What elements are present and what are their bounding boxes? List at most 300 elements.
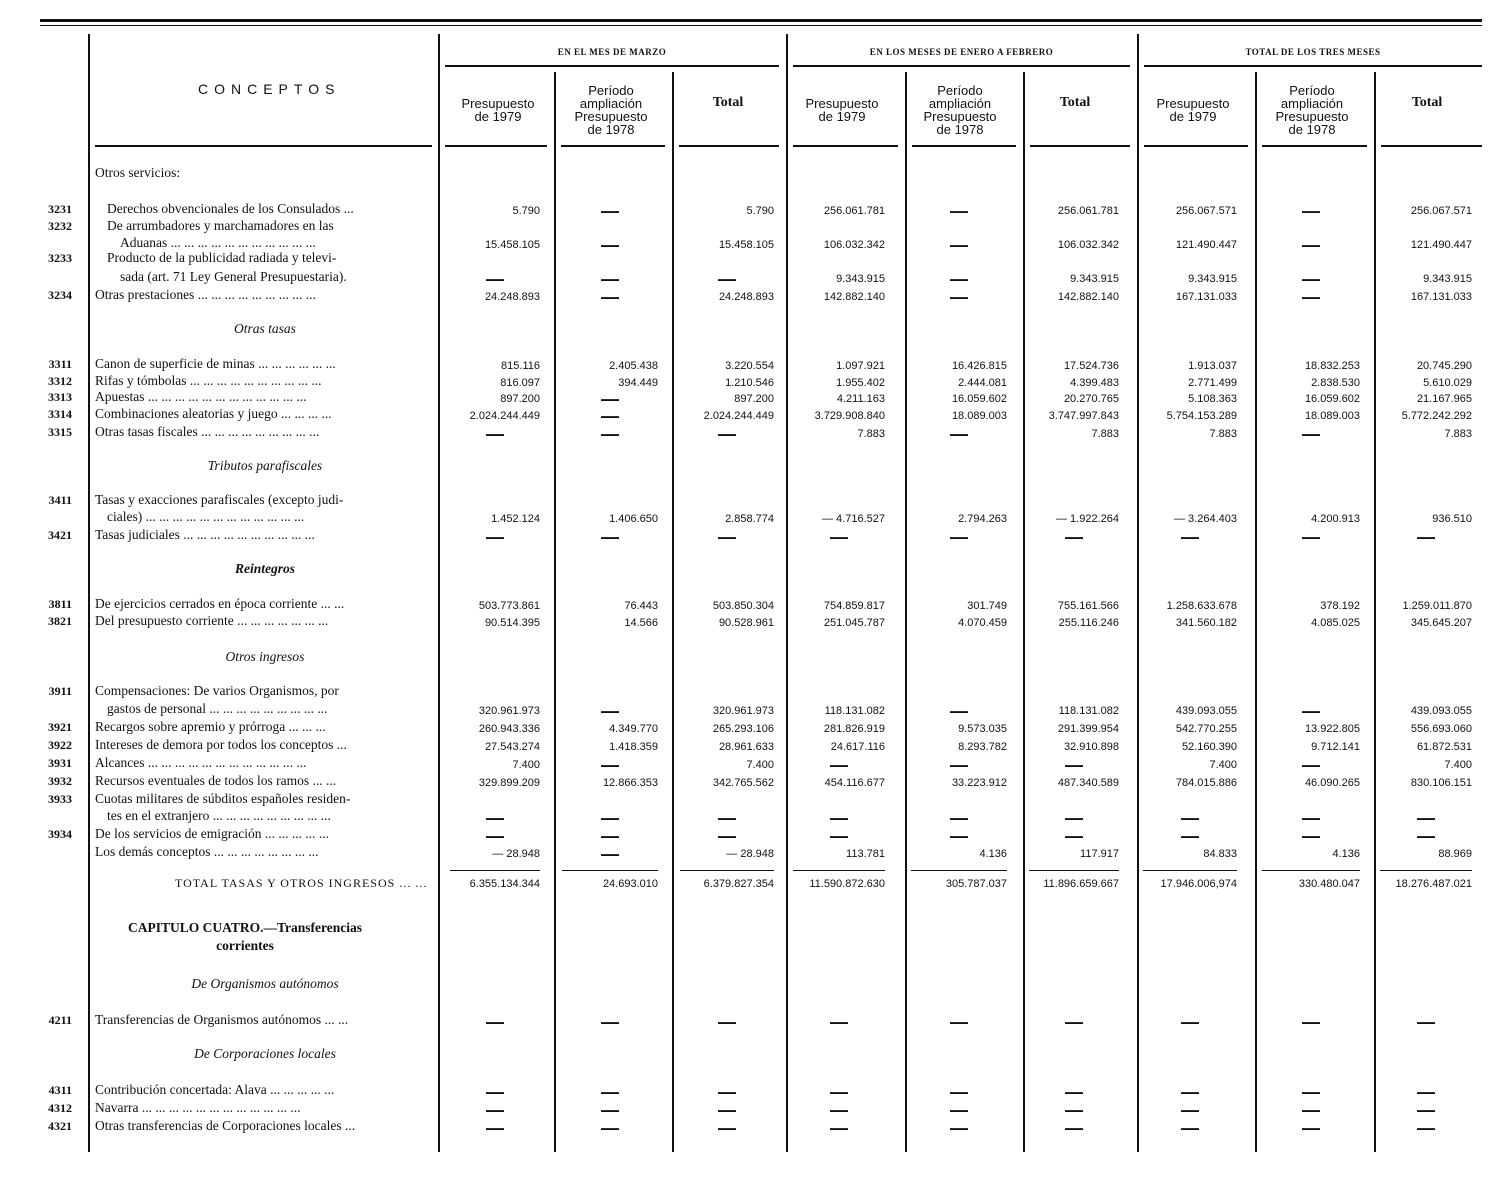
cell-dash: — [1302, 235, 1320, 255]
cell-value: 20.745.290 [1416, 360, 1472, 372]
sum-rule [680, 870, 774, 871]
concept-label: Otras tasas fiscales ... ... ... ... ... ... ... ... ... [95, 424, 320, 439]
cell-value: 251.045.787 [823, 617, 885, 629]
cell-dash: — [601, 235, 619, 255]
cell-value: 4.399.483 [1070, 377, 1119, 389]
cell-dash: — [1302, 755, 1320, 775]
cell-dash: — [601, 844, 619, 864]
concept-code: 3911 [48, 684, 72, 698]
concept-label: De ejercicios cerrados en época corriente ... ... [95, 596, 345, 611]
total-value: 11.590.872.630 [809, 878, 885, 890]
col-header-line: Período [1289, 83, 1335, 98]
total-value: 17.946.006,974 [1160, 878, 1237, 890]
header-rule [445, 145, 547, 147]
cell-value: 784.015.886 [1175, 777, 1237, 789]
col-header-line: Presupuesto [1156, 96, 1230, 111]
cell-value: 439.093.055 [1175, 705, 1237, 717]
concept-code: 3231 [48, 202, 72, 216]
col-header-line: de 1979 [474, 109, 522, 124]
cell-dash: — [950, 1118, 968, 1138]
sum-rule [1380, 870, 1472, 871]
cell-dash: — [1065, 1118, 1083, 1138]
group-header-jan-feb: EN LOS MESES DE ENERO A FEBRERO [869, 47, 1054, 57]
cell-value: 21.167.965 [1416, 393, 1472, 405]
concept-label: ciales) ... ... ... ... ... ... ... ... ... ... ... ... [107, 509, 305, 524]
col-header-total: Total [1059, 95, 1091, 110]
cell-value: 142.882.140 [823, 291, 885, 303]
cell-value: 4.136 [1332, 848, 1360, 860]
cell-value: 15.458.105 [484, 239, 540, 251]
section-heading: Tributos parafiscales [207, 458, 323, 473]
cell-value: 121.490.447 [1175, 239, 1237, 251]
concept-code: 3312 [48, 374, 72, 388]
cell-value: 3.747.997.843 [1048, 410, 1119, 422]
cell-value: 2.444.081 [958, 377, 1007, 389]
cell-value: 7.883 [1209, 428, 1237, 440]
cell-dash: — [1065, 527, 1083, 547]
header-rule [1381, 145, 1482, 147]
section-heading: Otros ingresos [225, 649, 305, 664]
cell-dash: — [1417, 1012, 1435, 1032]
cell-value: 4.085.025 [1311, 617, 1360, 629]
cell-value: — 1.922.264 [1056, 513, 1119, 525]
cell-dash: — [601, 269, 619, 289]
cell-dash: — [486, 527, 504, 547]
sum-rule [1143, 870, 1237, 871]
cell-value: 320.961.973 [478, 705, 540, 717]
cell-value: 897.200 [500, 393, 540, 405]
cell-value: 7.883 [1091, 428, 1119, 440]
cell-dash: — [601, 826, 619, 846]
cell-dash: — [1181, 808, 1199, 828]
col-header-line: Presupuesto [923, 109, 997, 124]
cell-value: 2.024.244.449 [469, 410, 540, 422]
cell-value: — 28.948 [492, 848, 540, 860]
cell-value: 378.192 [1320, 600, 1360, 612]
cell-dash: — [1181, 1012, 1199, 1032]
cell-value: 897.200 [734, 393, 774, 405]
cell-value: 9.573.035 [958, 723, 1007, 735]
cell-dash: — [601, 1118, 619, 1138]
cell-value: 329.899.209 [478, 777, 540, 789]
cell-dash: — [718, 1100, 736, 1120]
total-value: 330.480.047 [1298, 878, 1360, 890]
cell-value: 90.514.395 [484, 617, 540, 629]
cell-value: 7.400 [512, 759, 540, 771]
concept-label: Aduanas ... ... ... ... ... ... ... ... ... ... ... [120, 235, 316, 250]
concept-code: 3233 [48, 251, 72, 265]
cell-value: 256.061.781 [823, 205, 885, 217]
col-header-line: de 1979 [818, 109, 866, 124]
cell-dash: — [830, 1082, 848, 1102]
col-header-ampliacion [1262, 84, 1362, 136]
cell-dash: — [1181, 1082, 1199, 1102]
section-heading: Reintegros [234, 561, 295, 576]
cell-dash: — [1417, 1118, 1435, 1138]
header-rule [1144, 145, 1248, 147]
cell-dash: — [486, 826, 504, 846]
concept-code: 4311 [48, 1083, 72, 1097]
concept-code: 3821 [48, 614, 72, 628]
cell-dash: — [1302, 1100, 1320, 1120]
cell-value: 7.400 [746, 759, 774, 771]
cell-value: 5.108.363 [1188, 393, 1237, 405]
cell-value: 265.293.106 [712, 723, 774, 735]
cell-value: 1.258.633.678 [1166, 600, 1237, 612]
cell-dash: — [1302, 424, 1320, 444]
cell-value: 1.406.650 [609, 513, 658, 525]
cell-dash: — [601, 1012, 619, 1032]
cell-dash: — [1302, 701, 1320, 721]
cell-dash: — [1302, 826, 1320, 846]
cell-dash: — [486, 808, 504, 828]
cell-dash: — [950, 287, 968, 307]
cell-dash: — [601, 1100, 619, 1120]
cell-value: 281.826.919 [823, 723, 885, 735]
cell-value: 256.067.571 [1410, 205, 1472, 217]
concept-code: 3411 [48, 493, 72, 507]
cell-value: 5.790 [512, 205, 540, 217]
chapter-heading: corrientes [216, 938, 274, 953]
cell-value: 1.097.921 [836, 360, 885, 372]
cell-value: 556.693.060 [1410, 723, 1472, 735]
total-value: 305.787.037 [945, 878, 1007, 890]
cell-dash: — [830, 1100, 848, 1120]
concept-label: Otras prestaciones ... ... ... ... ... ... ... ... ... [95, 287, 316, 302]
cell-value: 13.922.805 [1304, 723, 1360, 735]
cell-dash: — [718, 826, 736, 846]
concept-code: 4321 [48, 1119, 72, 1133]
cell-dash: — [950, 424, 968, 444]
section-heading: Otras tasas [234, 321, 296, 336]
cell-value: 33.223.912 [951, 777, 1007, 789]
cell-dash: — [1065, 1082, 1083, 1102]
col-header-line: ampliación [928, 96, 992, 111]
cell-dash: — [1302, 201, 1320, 221]
section-heading: De Organismos autónomos [191, 976, 339, 991]
concept-code: 3313 [48, 390, 72, 404]
concept-label: Cuotas militares de súbditos españoles residen- [95, 791, 351, 806]
conceptos-header: CONCEPTOS [198, 81, 341, 97]
total-value: 6.379.827.354 [703, 878, 774, 890]
col-header-line: de 1979 [1169, 109, 1217, 124]
cell-value: 17.524.736 [1063, 360, 1119, 372]
cell-value: 4.200.913 [1311, 513, 1360, 525]
group1-underline [445, 65, 779, 67]
cell-dash: — [718, 1082, 736, 1102]
cell-dash: — [1065, 826, 1083, 846]
rule-c5 [905, 72, 907, 1152]
cell-value: 1.259.011.870 [1402, 600, 1472, 612]
col-header-line: de 1978 [1288, 122, 1336, 137]
cell-value: 342.765.562 [712, 777, 774, 789]
cell-value: 815.116 [501, 360, 540, 372]
cell-value: 167.131.033 [1410, 291, 1472, 303]
cell-dash: — [1302, 1118, 1320, 1138]
cell-value: 4.211.163 [836, 393, 885, 405]
concept-code: 3311 [48, 357, 72, 371]
cell-dash: — [718, 527, 736, 547]
cell-value: 542.770.255 [1175, 723, 1237, 735]
col-header-presupuesto-1979 [450, 97, 546, 123]
cell-dash: — [1181, 1100, 1199, 1120]
rule-c8 [1255, 72, 1257, 1152]
cell-dash: — [1065, 808, 1083, 828]
cell-value: 18.089.003 [951, 410, 1007, 422]
rule-group1 [786, 34, 788, 1152]
concept-label: tes en el extranjero ... ... ... ... ... ... ... ... ... [107, 808, 331, 823]
cell-value: 14.566 [624, 617, 658, 629]
cell-value: 167.131.033 [1175, 291, 1237, 303]
concept-label: Tasas y exacciones parafiscales (excepto judi- [95, 492, 344, 507]
cell-value: 52.160.390 [1181, 741, 1237, 753]
sum-rule [450, 870, 540, 871]
cell-dash: — [1417, 808, 1435, 828]
cell-value: 255.116.246 [1058, 617, 1119, 629]
concept-label: gastos de personal ... ... ... ... ... ... ... ... ... [107, 701, 328, 716]
cell-dash: — [950, 701, 968, 721]
cell-value: 20.270.765 [1063, 393, 1119, 405]
cell-dash: — [1302, 808, 1320, 828]
header-rule [912, 145, 1016, 147]
cell-dash: — [1181, 1118, 1199, 1138]
cell-value: 5.772.242.292 [1401, 410, 1472, 422]
cell-value: 9.343.915 [1188, 273, 1237, 285]
cell-dash: — [486, 1082, 504, 1102]
total-label: TOTAL TASAS Y OTROS INGRESOS ... ... [175, 876, 428, 890]
cell-dash: — [1181, 527, 1199, 547]
total-value: 11.896.659.667 [1043, 878, 1119, 890]
cell-dash: — [950, 527, 968, 547]
cell-value: 9.343.915 [1423, 273, 1472, 285]
col-header-total: Total [712, 95, 744, 110]
concept-code: 3315 [48, 425, 72, 439]
cell-dash: — [486, 424, 504, 444]
cell-dash: — [950, 1082, 968, 1102]
cell-dash: — [1181, 826, 1199, 846]
concept-label: Del presupuesto corriente ... ... ... ... ... ... ... [95, 613, 329, 628]
col-header-line: de 1978 [936, 122, 984, 137]
cell-value: 260.943.336 [478, 723, 540, 735]
cell-value: 7.400 [1444, 759, 1472, 771]
cell-value: 439.093.055 [1410, 705, 1472, 717]
header-rule [1030, 145, 1130, 147]
col-header-line: Presupuesto [461, 96, 535, 111]
concept-label: Otras transferencias de Corporaciones locales ... [95, 1118, 356, 1133]
cell-value: 1.955.402 [836, 377, 885, 389]
col-header-line: de 1978 [587, 122, 635, 137]
rule-c3 [672, 72, 674, 1152]
concept-label: De arrumbadores y marchamadores en las [107, 218, 334, 233]
group2-underline [793, 65, 1130, 67]
cell-value: 16.059.602 [1304, 393, 1360, 405]
cell-value: 88.969 [1438, 848, 1472, 860]
cell-dash: — [1065, 1100, 1083, 1120]
cell-value: 18.089.003 [1304, 410, 1360, 422]
sum-rule [793, 870, 885, 871]
cell-value: 28.961.633 [718, 741, 774, 753]
cell-value: 5.610.029 [1423, 377, 1472, 389]
cell-value: 12.866.353 [602, 777, 658, 789]
cell-dash: — [950, 826, 968, 846]
concept-code: 3932 [48, 774, 72, 788]
concept-code: 3314 [48, 407, 72, 421]
col-header-line: ampliación [579, 96, 643, 111]
cell-value: 2.838.530 [1311, 377, 1360, 389]
cell-dash: — [486, 1012, 504, 1032]
concept-label: Recargos sobre apremio y prórroga ... ... ... [95, 719, 326, 734]
col-header-presupuesto-1979 [1143, 97, 1243, 123]
cell-value: 5.754.153.289 [1166, 410, 1237, 422]
concept-label: Los demás conceptos ... ... ... ... ... ... ... ... [95, 844, 319, 859]
concept-code: 3232 [48, 219, 72, 233]
concept-code: 4312 [48, 1101, 72, 1115]
cell-value: 18.832.253 [1304, 360, 1360, 372]
cell-dash: — [1417, 1082, 1435, 1102]
concept-label: Compensaciones: De varios Organismos, por [95, 683, 339, 698]
concept-label: Contribución concertada: Alava ... ... ... ... ... [95, 1082, 335, 1097]
sum-rule [1262, 870, 1360, 871]
cell-value: 9.343.915 [1070, 273, 1119, 285]
cell-value: 320.961.973 [712, 705, 774, 717]
cell-value: — 4.716.527 [822, 513, 885, 525]
cell-value: 7.883 [857, 428, 885, 440]
cell-value: 118.131.082 [824, 705, 885, 717]
col-header-ampliacion [911, 84, 1009, 136]
cell-value: 117.917 [1080, 848, 1119, 860]
cell-value: 16.426.815 [951, 360, 1007, 372]
cell-value: 5.790 [746, 205, 774, 217]
cell-value: 1.418.359 [609, 741, 658, 753]
cell-value: 503.773.861 [478, 600, 540, 612]
cell-value: 755.161.566 [1057, 600, 1119, 612]
cell-dash: — [601, 389, 619, 409]
concept-label: Producto de la publicidad radiada y televi- [107, 250, 337, 265]
cell-dash: — [601, 1082, 619, 1102]
header-rule [793, 145, 898, 147]
cell-value: 7.400 [1209, 759, 1237, 771]
concept-code: 3811 [48, 597, 72, 611]
col-header-line: Período [937, 83, 983, 98]
concept-label: Rifas y tómbolas ... ... ... ... ... ... ... ... ... ... [95, 373, 322, 388]
cell-dash: — [1417, 527, 1435, 547]
cell-dash: — [601, 701, 619, 721]
rule-conceptos [438, 34, 440, 1152]
cell-value: 7.883 [1444, 428, 1472, 440]
chapter-heading: CAPITULO CUATRO.—Transferencias [128, 920, 362, 935]
cell-value: 106.032.342 [1057, 239, 1119, 251]
cell-dash: — [1302, 1082, 1320, 1102]
cell-dash: — [1065, 755, 1083, 775]
cell-value: 61.872.531 [1416, 741, 1472, 753]
cell-dash: — [830, 826, 848, 846]
concept-label: Alcances ... ... ... ... ... ... ... ... ... ... ... ... [95, 755, 307, 770]
section-heading: De Corporaciones locales [194, 1046, 336, 1061]
concept-label: sada (art. 71 Ley General Presupuestaria). [120, 269, 347, 284]
cell-value: 24.248.893 [484, 291, 540, 303]
group3-underline [1144, 65, 1482, 67]
cell-dash: — [601, 755, 619, 775]
cell-value: 15.458.105 [718, 239, 774, 251]
cell-dash: — [1417, 1100, 1435, 1120]
cell-value: 3.729.908.840 [814, 410, 885, 422]
cell-dash: — [486, 1100, 504, 1120]
header-rule-conceptos [95, 145, 432, 147]
concept-code: 3922 [48, 738, 72, 752]
cell-dash: — [718, 424, 736, 444]
cell-dash: — [1302, 269, 1320, 289]
concept-label: Recursos eventuales de todos los ramos ... ... [95, 773, 337, 788]
header-rule [1262, 145, 1367, 147]
concept-label: Canon de superficie de minas ... ... ... ... ... ... [95, 356, 336, 371]
concept-label: Tasas judiciales ... ... ... ... ... ... ... ... ... ... [95, 527, 315, 542]
col-header-total: Total [1411, 95, 1443, 110]
cell-dash: — [1302, 1012, 1320, 1032]
cell-value: 32.910.898 [1063, 741, 1119, 753]
cell-value: 830.106.151 [1410, 777, 1472, 789]
cell-dash: — [1302, 527, 1320, 547]
cell-value: 754.859.817 [823, 600, 885, 612]
cell-dash: — [1065, 1012, 1083, 1032]
cell-value: 4.070.459 [958, 617, 1007, 629]
cell-dash: — [601, 201, 619, 221]
col-header-line: Período [588, 83, 634, 98]
rule-group2 [1137, 34, 1139, 1152]
cell-value: — 28.948 [726, 848, 774, 860]
section-label: Otros servicios: [95, 165, 181, 180]
concept-label: Combinaciones aleatorias y juego ... ... ... ... [95, 406, 332, 421]
cell-value: 816.097 [500, 377, 540, 389]
concept-label: Navarra ... ... ... ... ... ... ... ... ... ... ... ... [95, 1100, 301, 1115]
col-header-ampliacion [562, 84, 660, 136]
cell-value: 1.452.124 [491, 513, 540, 525]
cell-value: 118.131.082 [1058, 705, 1119, 717]
cell-value: 1.913.037 [1188, 360, 1237, 372]
col-header-line: ampliación [1280, 96, 1344, 111]
col-header-line: Presupuesto [574, 109, 648, 124]
cell-dash: — [718, 1012, 736, 1032]
cell-value: 2.858.774 [725, 513, 774, 525]
col-header-presupuesto-1979 [793, 97, 891, 123]
cell-dash: — [950, 269, 968, 289]
cell-dash: — [486, 1118, 504, 1138]
cell-dash: — [950, 755, 968, 775]
cell-value: 76.443 [624, 600, 658, 612]
cell-value: 301.749 [967, 600, 1007, 612]
concept-label: Derechos obvencionales de los Consulados ... [107, 201, 354, 216]
cell-value: 2.024.244.449 [703, 410, 774, 422]
sum-rule [911, 870, 1007, 871]
cell-dash: — [718, 269, 736, 289]
cell-value: 4.136 [979, 848, 1007, 860]
concept-label: Transferencias de Organismos autónomos ... ... [95, 1012, 349, 1027]
cell-dash: — [601, 527, 619, 547]
cell-dash: — [1302, 287, 1320, 307]
top-double-rule [40, 19, 1482, 22]
total-value: 18.276.487.021 [1395, 878, 1472, 890]
cell-dash: — [830, 1012, 848, 1032]
cell-dash: — [601, 808, 619, 828]
group-header-march: EN EL MES DE MARZO [557, 47, 667, 57]
cell-dash: — [718, 1118, 736, 1138]
cell-value: 9.343.915 [836, 273, 885, 285]
cell-value: 9.712.141 [1311, 741, 1360, 753]
col-header-line: Presupuesto [805, 96, 879, 111]
cell-value: 487.340.589 [1057, 777, 1119, 789]
cell-value: 84.833 [1203, 848, 1237, 860]
cell-dash: — [830, 755, 848, 775]
cell-value: 341.560.182 [1175, 617, 1237, 629]
